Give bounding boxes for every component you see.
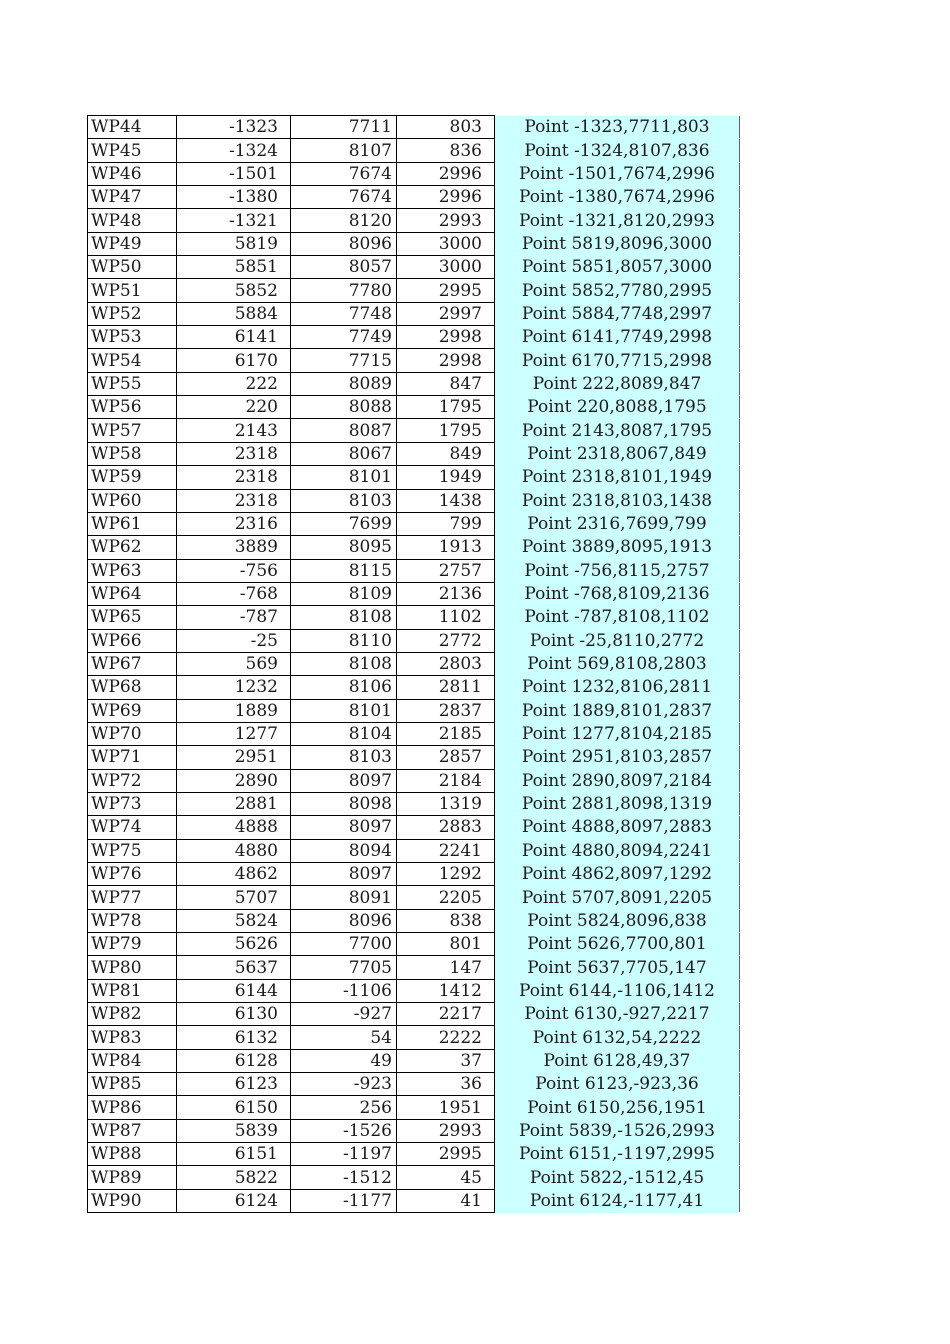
z-coordinate-cell[interactable]: 2837 [397,699,495,722]
table-row [88,933,740,956]
point-command-cell[interactable]: Point 6124,-1177,41 [495,1189,740,1212]
y-coordinate-cell[interactable]: 8104 [291,722,397,745]
table-row [88,1049,740,1072]
table-row [88,1003,740,1026]
z-coordinate-cell[interactable]: 1795 [397,419,495,442]
waypoint-id-cell[interactable]: WP77 [88,886,177,909]
y-coordinate-cell[interactable]: 8101 [291,699,397,722]
waypoint-id-cell[interactable]: WP56 [88,396,177,419]
z-coordinate-cell[interactable]: 1102 [397,606,495,629]
point-command-cell[interactable]: Point 5839,-1526,2993 [495,1119,740,1142]
y-coordinate-cell[interactable]: 8101 [291,466,397,489]
y-coordinate-cell[interactable]: 8097 [291,863,397,886]
point-command-cell[interactable]: Point 4888,8097,2883 [495,816,740,839]
waypoint-id-cell[interactable]: WP44 [88,116,177,139]
waypoint-id-cell[interactable]: WP83 [88,1026,177,1049]
waypoint-id-cell[interactable]: WP85 [88,1073,177,1096]
table-row [88,1166,740,1189]
point-command-cell[interactable]: Point 220,8088,1795 [495,396,740,419]
x-coordinate-cell[interactable]: -756 [177,559,291,582]
waypoint-id-cell[interactable]: WP55 [88,372,177,395]
waypoint-id-cell[interactable]: WP69 [88,699,177,722]
y-coordinate-cell[interactable]: 8110 [291,629,397,652]
x-coordinate-cell[interactable]: 1889 [177,699,291,722]
waypoint-id-cell[interactable]: WP84 [88,1049,177,1072]
point-command-cell[interactable]: Point -1380,7674,2996 [495,186,740,209]
table-row [88,279,740,302]
table-row [88,1073,740,1096]
table-row [88,979,740,1002]
z-coordinate-cell[interactable]: 2217 [397,1003,495,1026]
point-command-cell[interactable]: Point 3889,8095,1913 [495,536,740,559]
point-command-cell[interactable]: Point 5707,8091,2205 [495,886,740,909]
x-coordinate-cell[interactable]: 5707 [177,886,291,909]
point-command-cell[interactable]: Point -1323,7711,803 [495,116,740,139]
x-coordinate-cell[interactable]: 2951 [177,746,291,769]
z-coordinate-cell[interactable]: 2993 [397,209,495,232]
table-row [88,466,740,489]
z-coordinate-cell[interactable]: 2136 [397,582,495,605]
waypoint-id-cell[interactable]: WP54 [88,349,177,372]
z-coordinate-cell[interactable]: 1412 [397,979,495,1002]
table-row [88,863,740,886]
point-command-cell[interactable]: Point 2881,8098,1319 [495,792,740,815]
z-coordinate-cell[interactable]: 3000 [397,256,495,279]
x-coordinate-cell[interactable]: 1277 [177,722,291,745]
waypoint-id-cell[interactable]: WP74 [88,816,177,839]
y-coordinate-cell[interactable]: -923 [291,1073,397,1096]
table-row [88,956,740,979]
x-coordinate-cell[interactable]: -1323 [177,116,291,139]
table-row [88,559,740,582]
point-command-cell[interactable]: Point 2951,8103,2857 [495,746,740,769]
y-coordinate-cell[interactable]: 8103 [291,489,397,512]
table-row [88,256,740,279]
waypoint-id-cell[interactable]: WP78 [88,909,177,932]
z-coordinate-cell[interactable]: 2757 [397,559,495,582]
waypoint-id-cell[interactable]: WP48 [88,209,177,232]
point-command-cell[interactable]: Point 2890,8097,2184 [495,769,740,792]
waypoint-id-cell[interactable]: WP82 [88,1003,177,1026]
x-coordinate-cell[interactable]: 5852 [177,279,291,302]
table-row [88,1119,740,1142]
point-command-cell[interactable]: Point 2316,7699,799 [495,512,740,535]
table-row [88,629,740,652]
table-row [88,536,740,559]
z-coordinate-cell[interactable]: 849 [397,442,495,465]
x-coordinate-cell[interactable]: 2143 [177,419,291,442]
table-row [88,886,740,909]
waypoint-id-cell[interactable]: WP53 [88,326,177,349]
x-coordinate-cell[interactable]: -25 [177,629,291,652]
point-command-cell[interactable]: Point 2318,8101,1949 [495,466,740,489]
y-coordinate-cell[interactable]: 7715 [291,349,397,372]
point-command-cell[interactable]: Point -768,8109,2136 [495,582,740,605]
point-command-cell[interactable]: Point 2143,8087,1795 [495,419,740,442]
point-command-cell[interactable]: Point 222,8089,847 [495,372,740,395]
y-coordinate-cell[interactable]: 8095 [291,536,397,559]
x-coordinate-cell[interactable]: 3889 [177,536,291,559]
point-command-cell[interactable]: Point -787,8108,1102 [495,606,740,629]
x-coordinate-cell[interactable]: 5851 [177,256,291,279]
point-command-cell[interactable]: Point -756,8115,2757 [495,559,740,582]
table-row [88,722,740,745]
y-coordinate-cell[interactable]: 8096 [291,909,397,932]
x-coordinate-cell[interactable]: -1501 [177,162,291,185]
point-command-cell[interactable]: Point 6130,-927,2217 [495,1003,740,1026]
waypoint-id-cell[interactable]: WP51 [88,279,177,302]
table-row [88,419,740,442]
point-command-cell[interactable]: Point 4880,8094,2241 [495,839,740,862]
point-command-cell[interactable]: Point 5822,-1512,45 [495,1166,740,1189]
y-coordinate-cell[interactable]: 7711 [291,116,397,139]
table-row [88,372,740,395]
z-coordinate-cell[interactable]: 2241 [397,839,495,862]
y-coordinate-cell[interactable]: 8107 [291,139,397,162]
waypoint-id-cell[interactable]: WP62 [88,536,177,559]
z-coordinate-cell[interactable]: 2996 [397,186,495,209]
table-row [88,699,740,722]
z-coordinate-cell[interactable]: 2811 [397,676,495,699]
waypoint-id-cell[interactable]: WP59 [88,466,177,489]
waypoint-id-cell[interactable]: WP73 [88,792,177,815]
table-row [88,652,740,675]
point-command-cell[interactable]: Point 4862,8097,1292 [495,863,740,886]
y-coordinate-cell[interactable]: 8087 [291,419,397,442]
z-coordinate-cell[interactable]: 41 [397,1189,495,1212]
x-coordinate-cell[interactable]: 569 [177,652,291,675]
waypoint-id-cell[interactable]: WP57 [88,419,177,442]
z-coordinate-cell[interactable]: 2205 [397,886,495,909]
table-row [88,349,740,372]
point-command-cell[interactable]: Point 1277,8104,2185 [495,722,740,745]
table-row [88,162,740,185]
waypoint-id-cell[interactable]: WP80 [88,956,177,979]
y-coordinate-cell[interactable]: 8106 [291,676,397,699]
waypoint-id-cell[interactable]: WP67 [88,652,177,675]
table-row [88,209,740,232]
z-coordinate-cell[interactable]: 2997 [397,302,495,325]
table-row [88,746,740,769]
y-coordinate-cell[interactable]: 8096 [291,232,397,255]
z-coordinate-cell[interactable]: 2184 [397,769,495,792]
waypoint-id-cell[interactable]: WP45 [88,139,177,162]
z-coordinate-cell[interactable]: 847 [397,372,495,395]
z-coordinate-cell[interactable]: 2995 [397,1143,495,1166]
z-coordinate-cell[interactable]: 1319 [397,792,495,815]
waypoint-id-cell[interactable]: WP68 [88,676,177,699]
x-coordinate-cell[interactable]: 4862 [177,863,291,886]
x-coordinate-cell[interactable]: 5824 [177,909,291,932]
waypoint-id-cell[interactable]: WP65 [88,606,177,629]
waypoint-id-cell[interactable]: WP71 [88,746,177,769]
table-row [88,1096,740,1119]
waypoint-id-cell[interactable]: WP81 [88,979,177,1002]
waypoint-id-cell[interactable]: WP52 [88,302,177,325]
waypoint-id-cell[interactable]: WP58 [88,442,177,465]
table-row [88,396,740,419]
table-row [88,582,740,605]
z-coordinate-cell[interactable]: 1913 [397,536,495,559]
point-command-cell[interactable]: Point 5626,7700,801 [495,933,740,956]
point-command-cell[interactable]: Point 6170,7715,2998 [495,349,740,372]
table-row [88,1189,740,1212]
y-coordinate-cell[interactable]: 8097 [291,816,397,839]
x-coordinate-cell[interactable]: 6124 [177,1189,291,1212]
point-command-cell[interactable]: Point 6132,54,2222 [495,1026,740,1049]
y-coordinate-cell[interactable]: 7699 [291,512,397,535]
table-row [88,676,740,699]
y-coordinate-cell[interactable]: -1197 [291,1143,397,1166]
x-coordinate-cell[interactable]: 2316 [177,512,291,535]
x-coordinate-cell[interactable]: 4888 [177,816,291,839]
table-row [88,792,740,815]
y-coordinate-cell[interactable]: 8089 [291,372,397,395]
point-command-cell[interactable]: Point 2318,8067,849 [495,442,740,465]
z-coordinate-cell[interactable]: 2772 [397,629,495,652]
y-coordinate-cell[interactable]: 7705 [291,956,397,979]
waypoint-id-cell[interactable]: WP60 [88,489,177,512]
waypoint-id-cell[interactable]: WP64 [88,582,177,605]
waypoint-id-cell[interactable]: WP46 [88,162,177,185]
y-coordinate-cell[interactable]: 8108 [291,652,397,675]
table-row [88,186,740,209]
point-command-cell[interactable]: Point -1501,7674,2996 [495,162,740,185]
point-command-cell[interactable]: Point -25,8110,2772 [495,629,740,652]
table-row [88,512,740,535]
table-row [88,489,740,512]
table-row [88,816,740,839]
point-command-cell[interactable]: Point 5884,7748,2997 [495,302,740,325]
y-coordinate-cell[interactable]: -1512 [291,1166,397,1189]
z-coordinate-cell[interactable]: 45 [397,1166,495,1189]
z-coordinate-cell[interactable]: 3000 [397,232,495,255]
z-coordinate-cell[interactable]: 2998 [397,326,495,349]
x-coordinate-cell[interactable]: 2318 [177,466,291,489]
x-coordinate-cell[interactable]: 6151 [177,1143,291,1166]
waypoint-id-cell[interactable]: WP89 [88,1166,177,1189]
y-coordinate-cell[interactable]: 49 [291,1049,397,1072]
y-coordinate-cell[interactable]: -1526 [291,1119,397,1142]
x-coordinate-cell[interactable]: 1232 [177,676,291,699]
x-coordinate-cell[interactable]: 6130 [177,1003,291,1026]
x-coordinate-cell[interactable]: 6132 [177,1026,291,1049]
x-coordinate-cell[interactable]: 2318 [177,489,291,512]
table-row [88,139,740,162]
table-row [88,232,740,255]
y-coordinate-cell[interactable]: 8108 [291,606,397,629]
z-coordinate-cell[interactable]: 803 [397,116,495,139]
point-command-cell[interactable]: Point -1324,8107,836 [495,139,740,162]
y-coordinate-cell[interactable]: 7700 [291,933,397,956]
z-coordinate-cell[interactable]: 2993 [397,1119,495,1142]
y-coordinate-cell[interactable]: 8103 [291,746,397,769]
y-coordinate-cell[interactable]: 8097 [291,769,397,792]
point-command-cell[interactable]: Point 6141,7749,2998 [495,326,740,349]
y-coordinate-cell[interactable]: 7674 [291,162,397,185]
point-command-cell[interactable]: Point 1889,8101,2837 [495,699,740,722]
y-coordinate-cell[interactable]: 8098 [291,792,397,815]
waypoint-id-cell[interactable]: WP47 [88,186,177,209]
x-coordinate-cell[interactable]: -768 [177,582,291,605]
x-coordinate-cell[interactable]: 5626 [177,933,291,956]
table-row [88,769,740,792]
point-command-cell[interactable]: Point 6128,49,37 [495,1049,740,1072]
z-coordinate-cell[interactable]: 1438 [397,489,495,512]
x-coordinate-cell[interactable]: 6141 [177,326,291,349]
y-coordinate-cell[interactable]: 7674 [291,186,397,209]
waypoint-id-cell[interactable]: WP87 [88,1119,177,1142]
x-coordinate-cell[interactable]: 6150 [177,1096,291,1119]
z-coordinate-cell[interactable]: 838 [397,909,495,932]
z-coordinate-cell[interactable]: 37 [397,1049,495,1072]
x-coordinate-cell[interactable]: 2881 [177,792,291,815]
table-row [88,1026,740,1049]
waypoint-id-cell[interactable]: WP61 [88,512,177,535]
point-command-cell[interactable]: Point -1321,8120,2993 [495,209,740,232]
z-coordinate-cell[interactable]: 36 [397,1073,495,1096]
z-coordinate-cell[interactable]: 2185 [397,722,495,745]
y-coordinate-cell[interactable]: 8120 [291,209,397,232]
waypoint-table-body [88,116,740,1213]
point-command-cell[interactable]: Point 5851,8057,3000 [495,256,740,279]
waypoint-id-cell[interactable]: WP75 [88,839,177,862]
y-coordinate-cell[interactable]: 8067 [291,442,397,465]
z-coordinate-cell[interactable]: 2222 [397,1026,495,1049]
x-coordinate-cell[interactable]: 5637 [177,956,291,979]
z-coordinate-cell[interactable]: 1795 [397,396,495,419]
waypoint-id-cell[interactable]: WP50 [88,256,177,279]
table-row [88,1143,740,1166]
point-command-cell[interactable]: Point 6123,-923,36 [495,1073,740,1096]
point-command-cell[interactable]: Point 5852,7780,2995 [495,279,740,302]
point-command-cell[interactable]: Point 6144,-1106,1412 [495,979,740,1002]
x-coordinate-cell[interactable]: -787 [177,606,291,629]
x-coordinate-cell[interactable]: 5884 [177,302,291,325]
x-coordinate-cell[interactable]: 5819 [177,232,291,255]
x-coordinate-cell[interactable]: -1380 [177,186,291,209]
x-coordinate-cell[interactable]: 4880 [177,839,291,862]
table-row [88,909,740,932]
waypoint-id-cell[interactable]: WP79 [88,933,177,956]
z-coordinate-cell[interactable]: 1949 [397,466,495,489]
waypoint-id-cell[interactable]: WP70 [88,722,177,745]
y-coordinate-cell[interactable]: 7780 [291,279,397,302]
point-command-cell[interactable]: Point 6150,256,1951 [495,1096,740,1119]
z-coordinate-cell[interactable]: 1292 [397,863,495,886]
x-coordinate-cell[interactable]: 5839 [177,1119,291,1142]
x-coordinate-cell[interactable]: 5822 [177,1166,291,1189]
x-coordinate-cell[interactable]: 6170 [177,349,291,372]
waypoint-id-cell[interactable]: WP90 [88,1189,177,1212]
point-command-cell[interactable]: Point 6151,-1197,2995 [495,1143,740,1166]
x-coordinate-cell[interactable]: 6128 [177,1049,291,1072]
point-command-cell[interactable]: Point 5637,7705,147 [495,956,740,979]
z-coordinate-cell[interactable]: 2996 [397,162,495,185]
table-row [88,116,740,139]
x-coordinate-cell[interactable]: -1324 [177,139,291,162]
z-coordinate-cell[interactable]: 2883 [397,816,495,839]
point-command-cell[interactable]: Point 2318,8103,1438 [495,489,740,512]
table-row [88,839,740,862]
waypoint-id-cell[interactable]: WP63 [88,559,177,582]
waypoint-id-cell[interactable]: WP72 [88,769,177,792]
x-coordinate-cell[interactable]: 6123 [177,1073,291,1096]
y-coordinate-cell[interactable]: 8115 [291,559,397,582]
x-coordinate-cell[interactable]: 222 [177,372,291,395]
table-row [88,442,740,465]
y-coordinate-cell[interactable]: 7749 [291,326,397,349]
waypoint-id-cell[interactable]: WP86 [88,1096,177,1119]
y-coordinate-cell[interactable]: -927 [291,1003,397,1026]
z-coordinate-cell[interactable]: 801 [397,933,495,956]
y-coordinate-cell[interactable]: 8109 [291,582,397,605]
z-coordinate-cell[interactable]: 799 [397,512,495,535]
table-row [88,302,740,325]
y-coordinate-cell[interactable]: 8094 [291,839,397,862]
x-coordinate-cell[interactable]: 220 [177,396,291,419]
point-command-cell[interactable]: Point 5819,8096,3000 [495,232,740,255]
x-coordinate-cell[interactable]: 2890 [177,769,291,792]
y-coordinate-cell[interactable]: 8057 [291,256,397,279]
z-coordinate-cell[interactable]: 147 [397,956,495,979]
y-coordinate-cell[interactable]: 256 [291,1096,397,1119]
x-coordinate-cell[interactable]: 6144 [177,979,291,1002]
waypoint-id-cell[interactable]: WP76 [88,863,177,886]
point-command-cell[interactable]: Point 5824,8096,838 [495,909,740,932]
y-coordinate-cell[interactable]: -1106 [291,979,397,1002]
table-row [88,606,740,629]
z-coordinate-cell[interactable]: 2803 [397,652,495,675]
y-coordinate-cell[interactable]: 8091 [291,886,397,909]
y-coordinate-cell[interactable]: 54 [291,1026,397,1049]
z-coordinate-cell[interactable]: 2995 [397,279,495,302]
x-coordinate-cell[interactable]: -1321 [177,209,291,232]
x-coordinate-cell[interactable]: 2318 [177,442,291,465]
table-row [88,326,740,349]
waypoint-id-cell[interactable]: WP66 [88,629,177,652]
point-command-cell[interactable]: Point 569,8108,2803 [495,652,740,675]
z-coordinate-cell[interactable]: 836 [397,139,495,162]
waypoint-table [87,115,740,1213]
waypoint-id-cell[interactable]: WP49 [88,232,177,255]
point-command-cell[interactable]: Point 1232,8106,2811 [495,676,740,699]
z-coordinate-cell[interactable]: 2998 [397,349,495,372]
y-coordinate-cell[interactable]: 8088 [291,396,397,419]
y-coordinate-cell[interactable]: -1177 [291,1189,397,1212]
waypoint-id-cell[interactable]: WP88 [88,1143,177,1166]
y-coordinate-cell[interactable]: 7748 [291,302,397,325]
z-coordinate-cell[interactable]: 1951 [397,1096,495,1119]
z-coordinate-cell[interactable]: 2857 [397,746,495,769]
